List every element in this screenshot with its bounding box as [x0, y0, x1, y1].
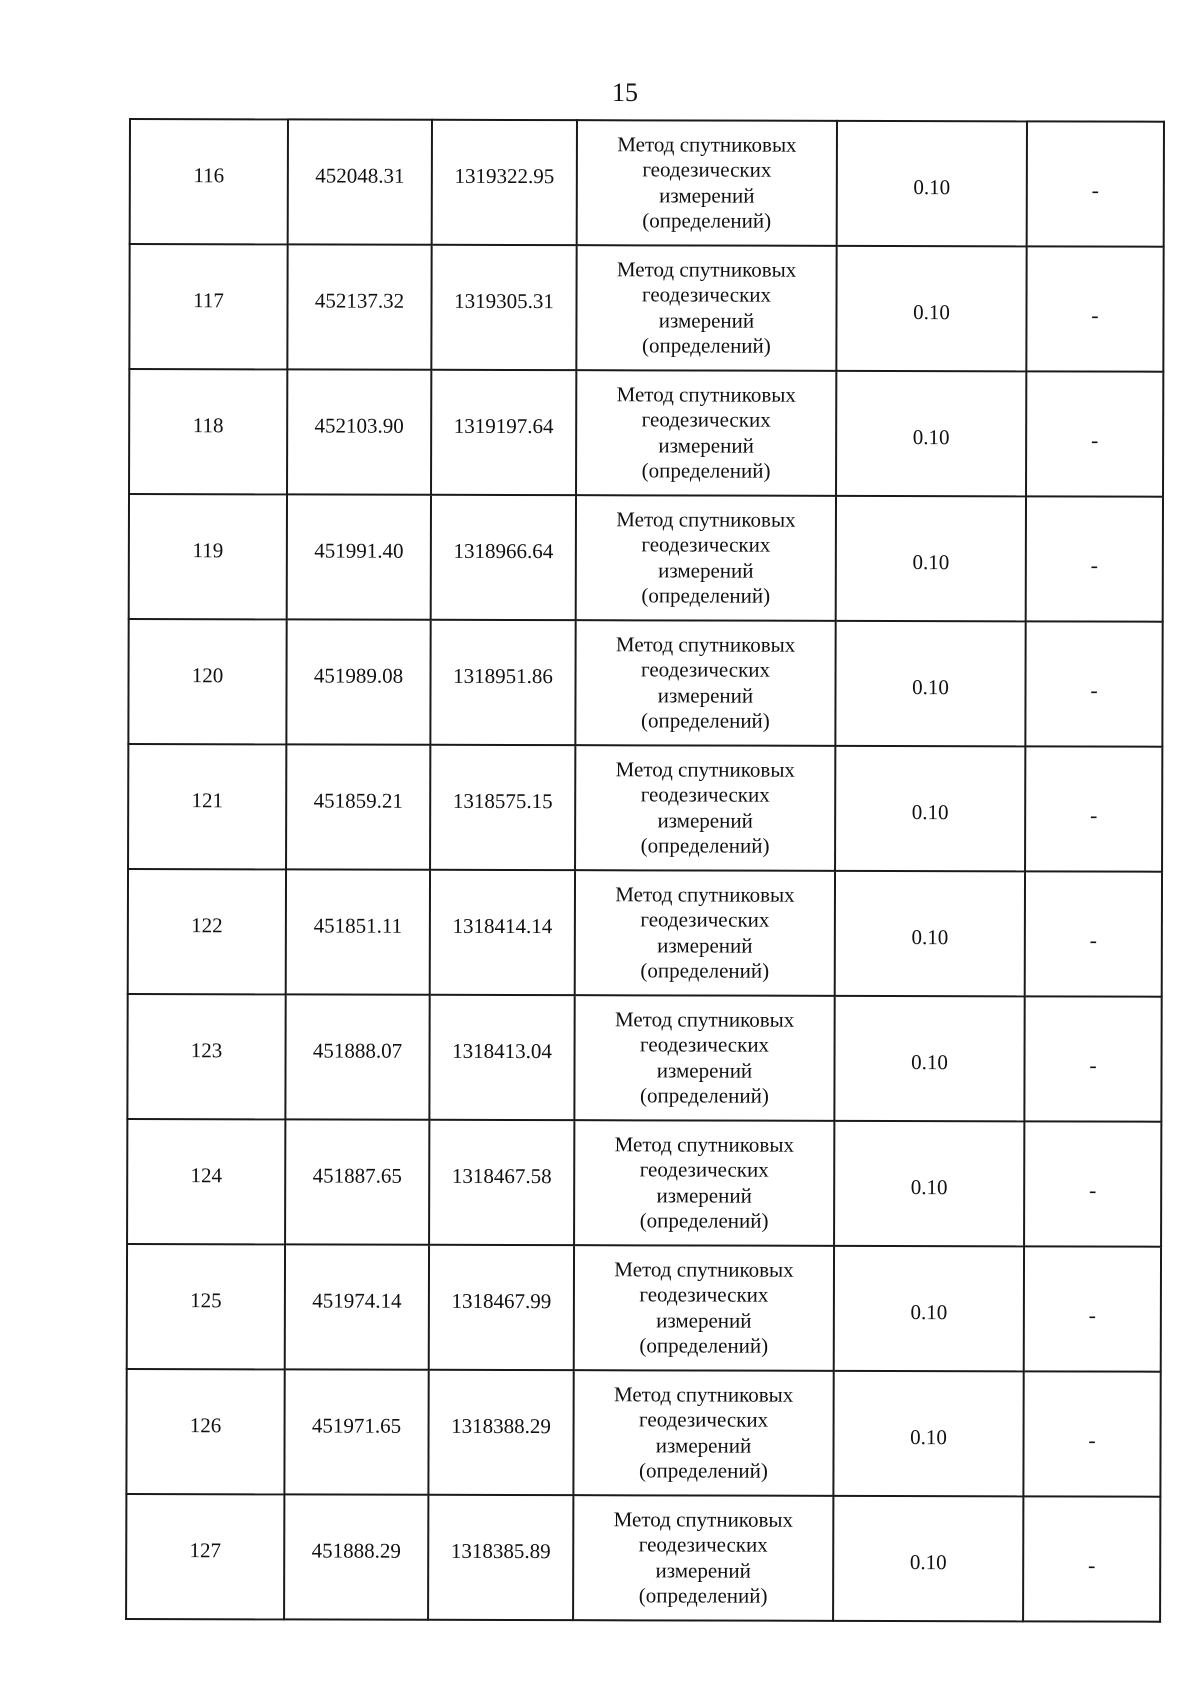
point-number-cell: 118	[129, 369, 287, 494]
method-text-line: (определений)	[640, 833, 770, 858]
table-row	[128, 869, 1162, 997]
method-text-line: геодезических	[639, 1157, 769, 1182]
accuracy-cell: 0.10	[836, 371, 1026, 496]
point-number-cell: 126	[126, 1369, 284, 1494]
method-cell	[574, 995, 834, 1121]
method-text-line: Метод спутниковых	[615, 631, 796, 657]
method-cell	[577, 120, 837, 246]
table-row	[128, 744, 1162, 872]
method-text-line: Метод спутниковых	[616, 506, 796, 532]
y-coordinate-cell: 1318414.14	[430, 870, 575, 995]
method-text-line: Метод спутниковых	[616, 381, 796, 407]
method-text-line: (определений)	[639, 1208, 769, 1233]
note-cell: -	[1024, 996, 1161, 1121]
method-text-line: Метод спутниковых	[614, 1256, 794, 1282]
y-coordinate-cell: 1318575.15	[430, 745, 575, 870]
table-row	[128, 619, 1162, 747]
method-text-line: геодезических	[640, 907, 770, 932]
point-number-cell: 116	[130, 119, 288, 244]
method-text-line: геодезических	[639, 1282, 769, 1307]
y-coordinate-cell: 1319197.64	[431, 370, 576, 495]
method-text-line: (определений)	[639, 1458, 768, 1483]
method-cell	[573, 1370, 833, 1496]
accuracy-cell: 0.10	[833, 1496, 1023, 1621]
table-row	[127, 1244, 1161, 1372]
method-text-line: измерений	[657, 682, 754, 708]
method-text-line: измерений	[655, 1557, 751, 1583]
method-text-line: (определений)	[641, 583, 771, 608]
method-text-line: (определений)	[640, 1083, 769, 1108]
method-text-line: измерений	[656, 1057, 753, 1083]
table-row	[129, 494, 1163, 622]
method-text-line: геодезических	[640, 1032, 770, 1057]
page-number: 15	[612, 78, 638, 107]
method-cell	[574, 1120, 834, 1246]
method-text-line: геодезических	[641, 532, 771, 557]
method-text-line: Метод спутниковых	[613, 1506, 794, 1532]
method-cell	[575, 745, 835, 871]
method-text-line: (определений)	[640, 708, 770, 733]
method-cell	[576, 245, 836, 371]
note-cell: -	[1026, 371, 1163, 496]
table-row	[129, 369, 1163, 497]
method-text-line: геодезических	[640, 782, 770, 807]
method-text-line: (определений)	[639, 1333, 769, 1358]
table-row	[129, 244, 1163, 372]
method-text-line: геодезических	[639, 1407, 769, 1432]
y-coordinate-cell: 1318966.64	[431, 495, 576, 620]
accuracy-cell: 0.10	[834, 1246, 1024, 1371]
note-cell: -	[1026, 246, 1163, 371]
point-number-cell: 121	[128, 744, 286, 869]
method-text-line: измерений	[655, 1432, 752, 1458]
method-text-line: измерений	[657, 807, 753, 833]
point-number-cell: 124	[127, 1119, 285, 1244]
accuracy-cell: 0.10	[835, 871, 1025, 996]
method-text-line: геодезических	[641, 282, 772, 307]
x-coordinate-cell: 451974.14	[285, 1244, 429, 1369]
table-row	[126, 1369, 1160, 1497]
method-text-line: измерений	[657, 932, 753, 958]
method-text-line: геодезических	[641, 407, 771, 432]
y-coordinate-cell: 1318467.99	[429, 1245, 574, 1370]
y-coordinate-cell: 1318385.89	[428, 1495, 573, 1620]
table-row	[127, 1119, 1161, 1247]
note-cell: -	[1026, 496, 1163, 621]
x-coordinate-cell: 452103.90	[287, 369, 431, 494]
point-number-cell: 117	[129, 244, 287, 369]
y-coordinate-cell: 1318388.29	[428, 1370, 573, 1495]
note-cell: -	[1023, 1371, 1160, 1496]
method-text-line: геодезических	[638, 1532, 768, 1557]
y-coordinate-cell: 1318467.58	[429, 1120, 574, 1245]
accuracy-cell: 0.10	[834, 1121, 1024, 1246]
method-text-line: (определений)	[641, 458, 771, 483]
x-coordinate-cell: 451989.08	[286, 619, 430, 744]
x-coordinate-cell: 451851.11	[286, 869, 430, 994]
method-text-line: Метод спутниковых	[617, 131, 797, 157]
method-text-line: измерений	[659, 182, 755, 208]
method-cell	[575, 620, 835, 746]
note-cell: -	[1024, 1246, 1161, 1371]
y-coordinate-cell: 1319305.31	[431, 245, 576, 370]
accuracy-cell: 0.10	[837, 121, 1027, 246]
accuracy-cell: 0.10	[835, 746, 1025, 871]
point-number-cell: 119	[129, 494, 287, 619]
note-cell: -	[1023, 1496, 1160, 1621]
point-number-cell: 125	[127, 1244, 285, 1369]
x-coordinate-cell: 451888.07	[285, 994, 429, 1119]
method-text-line: Метод спутниковых	[613, 1381, 794, 1407]
table-row	[127, 994, 1161, 1122]
method-text-line: Метод спутниковых	[614, 1131, 795, 1157]
note-cell: -	[1025, 871, 1162, 996]
accuracy-cell: 0.10	[835, 621, 1025, 746]
y-coordinate-cell: 1319322.95	[432, 120, 577, 245]
point-number-cell: 120	[128, 619, 286, 744]
method-cell	[573, 1495, 833, 1621]
note-cell: -	[1025, 621, 1162, 746]
coordinates-table	[125, 118, 1165, 1623]
point-number-cell: 127	[126, 1494, 284, 1619]
method-text-line: измерений	[656, 1307, 752, 1333]
method-text-line: Метод спутниковых	[615, 756, 795, 782]
method-text-line: Метод спутниковых	[616, 256, 797, 282]
method-text-line: измерений	[658, 432, 754, 458]
x-coordinate-cell: 451971.65	[284, 1369, 428, 1494]
table-row	[126, 1494, 1160, 1622]
method-text-line: измерений	[656, 1182, 752, 1208]
method-cell	[574, 1245, 834, 1371]
accuracy-cell: 0.10	[834, 996, 1024, 1121]
table-row	[130, 119, 1164, 247]
method-text-line: геодезических	[641, 657, 771, 682]
method-text-line: (определений)	[641, 333, 771, 358]
x-coordinate-cell: 452137.32	[287, 244, 431, 369]
method-text-line: измерений	[658, 307, 755, 333]
coordinates-table-body	[126, 119, 1164, 1622]
method-text-line: геодезических	[642, 157, 772, 182]
accuracy-cell: 0.10	[833, 1371, 1023, 1496]
method-text-line: (определений)	[638, 1583, 768, 1608]
note-cell: -	[1024, 1121, 1161, 1246]
x-coordinate-cell: 452048.31	[288, 119, 432, 244]
point-number-cell: 122	[128, 869, 286, 994]
method-text-line: (определений)	[642, 208, 772, 233]
x-coordinate-cell: 451991.40	[287, 494, 431, 619]
method-text-line: измерений	[658, 557, 754, 583]
x-coordinate-cell: 451887.65	[285, 1119, 429, 1244]
y-coordinate-cell: 1318413.04	[429, 995, 574, 1120]
note-cell: -	[1027, 121, 1164, 246]
accuracy-cell: 0.10	[836, 496, 1026, 621]
x-coordinate-cell: 451888.29	[284, 1494, 428, 1619]
method-cell	[575, 870, 835, 996]
point-number-cell: 123	[127, 994, 285, 1119]
y-coordinate-cell: 1318951.86	[430, 620, 575, 745]
method-cell	[576, 370, 836, 496]
method-text-line: (определений)	[640, 958, 770, 983]
accuracy-cell: 0.10	[836, 246, 1026, 371]
method-text-line: Метод спутниковых	[615, 881, 795, 907]
note-cell: -	[1025, 746, 1162, 871]
method-cell	[576, 495, 836, 621]
method-text-line: Метод спутниковых	[614, 1006, 795, 1032]
x-coordinate-cell: 451859.21	[286, 744, 430, 869]
